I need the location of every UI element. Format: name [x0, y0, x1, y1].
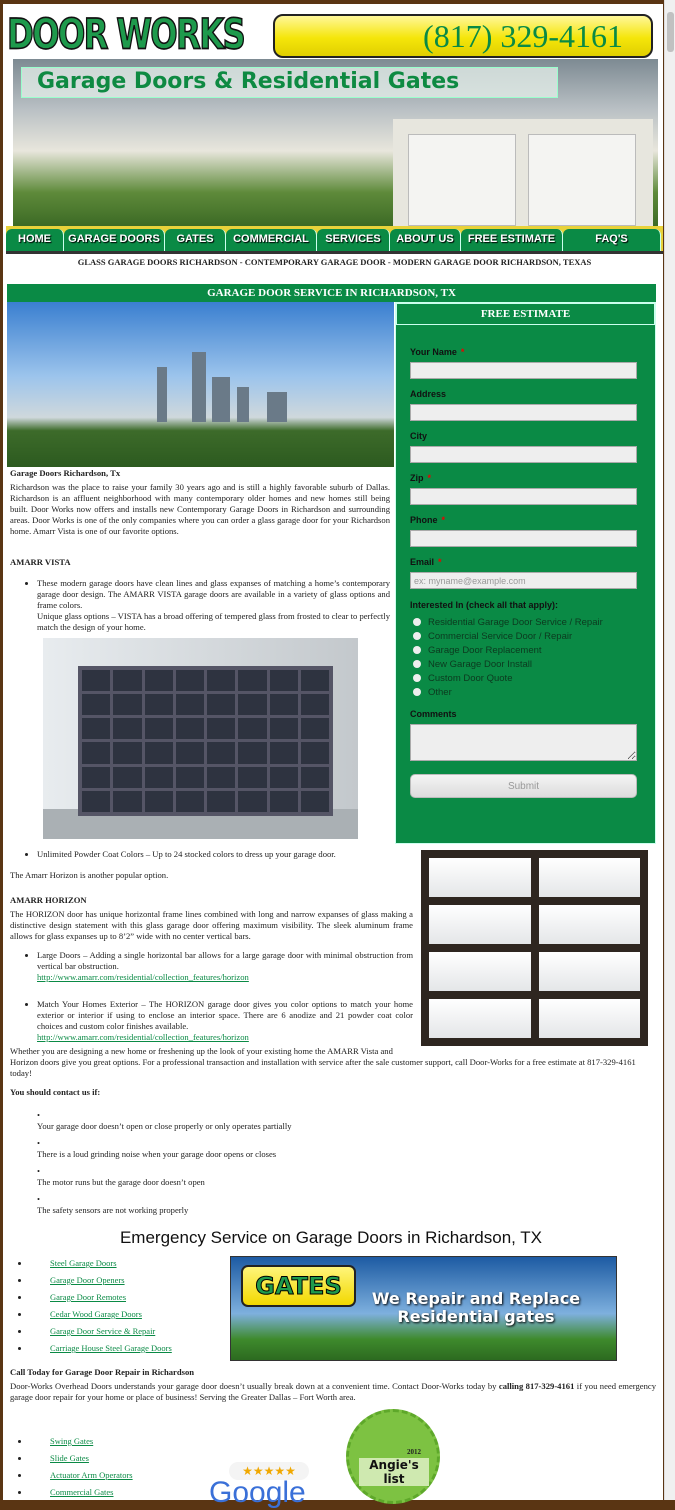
phone-label: Phone *	[410, 515, 446, 525]
horizon-heading: AMARR HORIZON	[10, 895, 87, 905]
vista-heading: AMARR VISTA	[10, 557, 71, 567]
form-title: FREE ESTIMATE	[396, 303, 655, 325]
gates-badge: GATES	[241, 1265, 356, 1307]
scrollbar[interactable]	[664, 0, 675, 1500]
dallas-skyline-image	[7, 302, 394, 467]
phone-banner[interactable]: (817) 329-4161	[273, 14, 653, 58]
contact-item: • There is a loud grinding noise when your garage door opens or closes	[37, 1138, 277, 1159]
main-nav	[6, 226, 663, 254]
link-service-repair[interactable]: Garage Door Service & Repair	[50, 1326, 156, 1336]
submit-button[interactable]: Submit	[410, 774, 637, 798]
link-commercial-gates[interactable]: Commercial Gates	[50, 1487, 114, 1497]
link-garage-door-remotes[interactable]: Garage Door Remotes	[50, 1292, 127, 1302]
intro-paragraph: Richardson was the place to raise your family 30 years ago and is still a highly favorable suburb of Dallas. Richardson is an affluent neighborhood with many contemporary older homes and new homes still being built. Door Works now offers and installs new Contemporary Garage Doors in Richardson and surrounding areas. Door Works is one of the only companies where you can order a glass garage door for your Richardson home. Amarr Vista is one of our favorite options.	[10, 482, 390, 536]
nav-home[interactable]: HOME	[6, 229, 64, 251]
link-actuator-arm[interactable]: Actuator Arm Operators	[50, 1470, 133, 1480]
link-garage-door-openers[interactable]: Garage Door Openers	[50, 1275, 125, 1285]
contact-item: • The safety sensors are not working properly	[37, 1194, 189, 1215]
option-residential[interactable]: Residential Garage Door Service / Repair	[413, 617, 603, 628]
gate-links	[10, 1436, 133, 1504]
call-section	[10, 1367, 656, 1403]
radio-icon[interactable]	[413, 618, 421, 626]
closing-section	[10, 1046, 656, 1222]
email-input[interactable]	[410, 572, 637, 589]
horizon-bullet: • Match Your Homes Exterior – The HORIZON garage door gives you color options to match your home exterior or interior if using to enclose an interior space. There are 6 anodize and 21 powder coat color choices and custom color finishes available. http://www.amarr.com/residential/collection_features/horizon	[37, 999, 413, 1043]
address-input[interactable]	[410, 404, 637, 421]
radio-icon[interactable]	[413, 646, 421, 654]
option-other[interactable]: Other	[413, 687, 452, 698]
section-title: GARAGE DOOR SERVICE IN RICHARDSON, TX	[7, 284, 656, 302]
tagline: Garage Doors & Residential Gates	[21, 67, 558, 98]
nav-about-us[interactable]: ABOUT US	[390, 229, 461, 251]
city-input[interactable]	[410, 446, 637, 463]
angies-list-badge[interactable]: Angie's list 2012	[346, 1409, 440, 1504]
vista-door-image	[43, 638, 358, 839]
option-new-install[interactable]: New Garage Door Install	[413, 659, 532, 670]
nav-garage-doors[interactable]: GARAGE DOORS	[64, 229, 165, 251]
horizon-intro: The Amarr Horizon is another popular option.	[10, 870, 169, 880]
horizon-door-image	[421, 850, 648, 1046]
vista-colors-bullet: • Unlimited Powder Coat Colors – Up to 24 stocked colors to dress up your garage door.	[37, 849, 413, 860]
gates-banner-text: We Repair and Replace Residential gates	[371, 1289, 581, 1326]
contact-item: • Your garage door doesn’t open or close properly or only operates partially	[37, 1110, 292, 1131]
intro-heading: Garage Doors Richardson, Tx	[10, 468, 121, 478]
nav-faqs[interactable]: FAQ'S	[563, 229, 661, 251]
phone-input[interactable]	[410, 530, 637, 547]
nav-free-estimate[interactable]: FREE ESTIMATE	[461, 229, 563, 251]
address-label: Address	[410, 389, 447, 399]
radio-icon[interactable]	[413, 688, 421, 696]
emergency-heading: Emergency Service on Garage Doors in Richardson, TX	[119, 1228, 543, 1247]
email-label: Email *	[410, 557, 442, 567]
radio-icon[interactable]	[413, 660, 421, 668]
interest-label: Interested In (check all that apply):	[410, 600, 559, 610]
vista-bullet: • These modern garage doors have clean lines and glass expanses of matching a home’s contemporary garage door design. The AMARR VISTA garage doors are available in a variety of glass options and frame colors. Unique glass options – VISTA has a broad offering of tempered glass from frosted to clear to perfectly match the design of your home.	[37, 578, 390, 633]
city-label: City	[410, 431, 428, 441]
radio-icon[interactable]	[413, 632, 421, 640]
contact-list	[10, 1110, 656, 1222]
option-replacement[interactable]: Garage Door Replacement	[413, 645, 542, 656]
name-label: Your Name *	[410, 347, 465, 357]
amarr-link[interactable]: http://www.amarr.com/residential/collection_features/horizon	[37, 972, 249, 982]
horizon-bullet: • Large Doors – Adding a single horizontal bar allows for a large garage door with minimal obstruction from vertical bar obstruction. http://www.amarr.com/residential/collection_features/horizon	[37, 950, 413, 983]
closing-text: Whether you are designing a new home or freshening up the look of your existing home the AMARR Vista and	[10, 1046, 393, 1056]
free-estimate-form	[395, 302, 656, 844]
link-steel-garage-doors[interactable]: Steel Garage Doors	[50, 1258, 117, 1268]
contact-item: • The motor runs but the garage door doesn’t open	[37, 1166, 205, 1187]
option-custom-quote[interactable]: Custom Door Quote	[413, 673, 512, 684]
nav-gates[interactable]: GATES	[165, 229, 226, 251]
horizon-paragraph: The HORIZON door has unique horizontal frame lines combined with long and narrow expanses of glass making a distinctive design statement with this glass garage door offering maximum visibility. The sleek aluminum frame allows for glass expanses up to 8’2” wide with no center vertical bars.	[10, 909, 413, 941]
amarr-link[interactable]: http://www.amarr.com/residential/collection_features/horizon	[37, 1032, 249, 1042]
link-slide-gates[interactable]: Slide Gates	[50, 1453, 89, 1463]
option-commercial[interactable]: Commercial Service Door / Repair	[413, 631, 572, 642]
comments-textarea[interactable]	[410, 724, 637, 761]
zip-input[interactable]	[410, 488, 637, 505]
intro-section	[10, 468, 390, 643]
zip-label: Zip *	[410, 473, 432, 483]
comments-label: Comments	[410, 709, 457, 719]
link-carriage-house[interactable]: Carriage House Steel Garage Doors	[50, 1343, 172, 1353]
closing-text: Horizon doors give you great options. For a professional transaction and installation with service after the sale customer support, call Door-Works for a free estimate at 817-329-4161 today!	[10, 1057, 636, 1078]
link-swing-gates[interactable]: Swing Gates	[50, 1436, 94, 1446]
gates-banner[interactable]	[230, 1256, 617, 1361]
page	[3, 4, 663, 1509]
nav-commercial[interactable]: COMMERCIAL	[226, 229, 317, 251]
link-cedar-wood[interactable]: Cedar Wood Garage Doors	[50, 1309, 142, 1319]
star-rating-icon: ★★★★★	[229, 1462, 309, 1480]
radio-icon[interactable]	[413, 674, 421, 682]
horizon-section	[10, 849, 413, 1053]
call-heading: Call Today for Garage Door Repair in Richardson	[10, 1367, 195, 1377]
logo[interactable]: DOOR WORKS	[7, 9, 245, 59]
door-links	[10, 1258, 172, 1360]
name-input[interactable]	[410, 362, 637, 379]
nav-services[interactable]: SERVICES	[317, 229, 390, 251]
google-reviews-badge[interactable]: ★★★★★ Google	[209, 1462, 321, 1504]
contact-heading: You should contact us if:	[10, 1087, 101, 1097]
page-subtitle: GLASS GARAGE DOORS RICHARDSON - CONTEMPORARY GARAGE DOOR - MODERN GARAGE DOOR RICHARDSON, TEXAS	[77, 257, 592, 267]
call-paragraph: Door-Works Overhead Doors understands your garage door doesn’t usually break down at a convenient time. Contact Door-Works today by calling 817-329-4161 if you need emergency garage door repair for your home or place of business! Serving the Greater Dallas – Fort Worth area.	[10, 1381, 656, 1402]
